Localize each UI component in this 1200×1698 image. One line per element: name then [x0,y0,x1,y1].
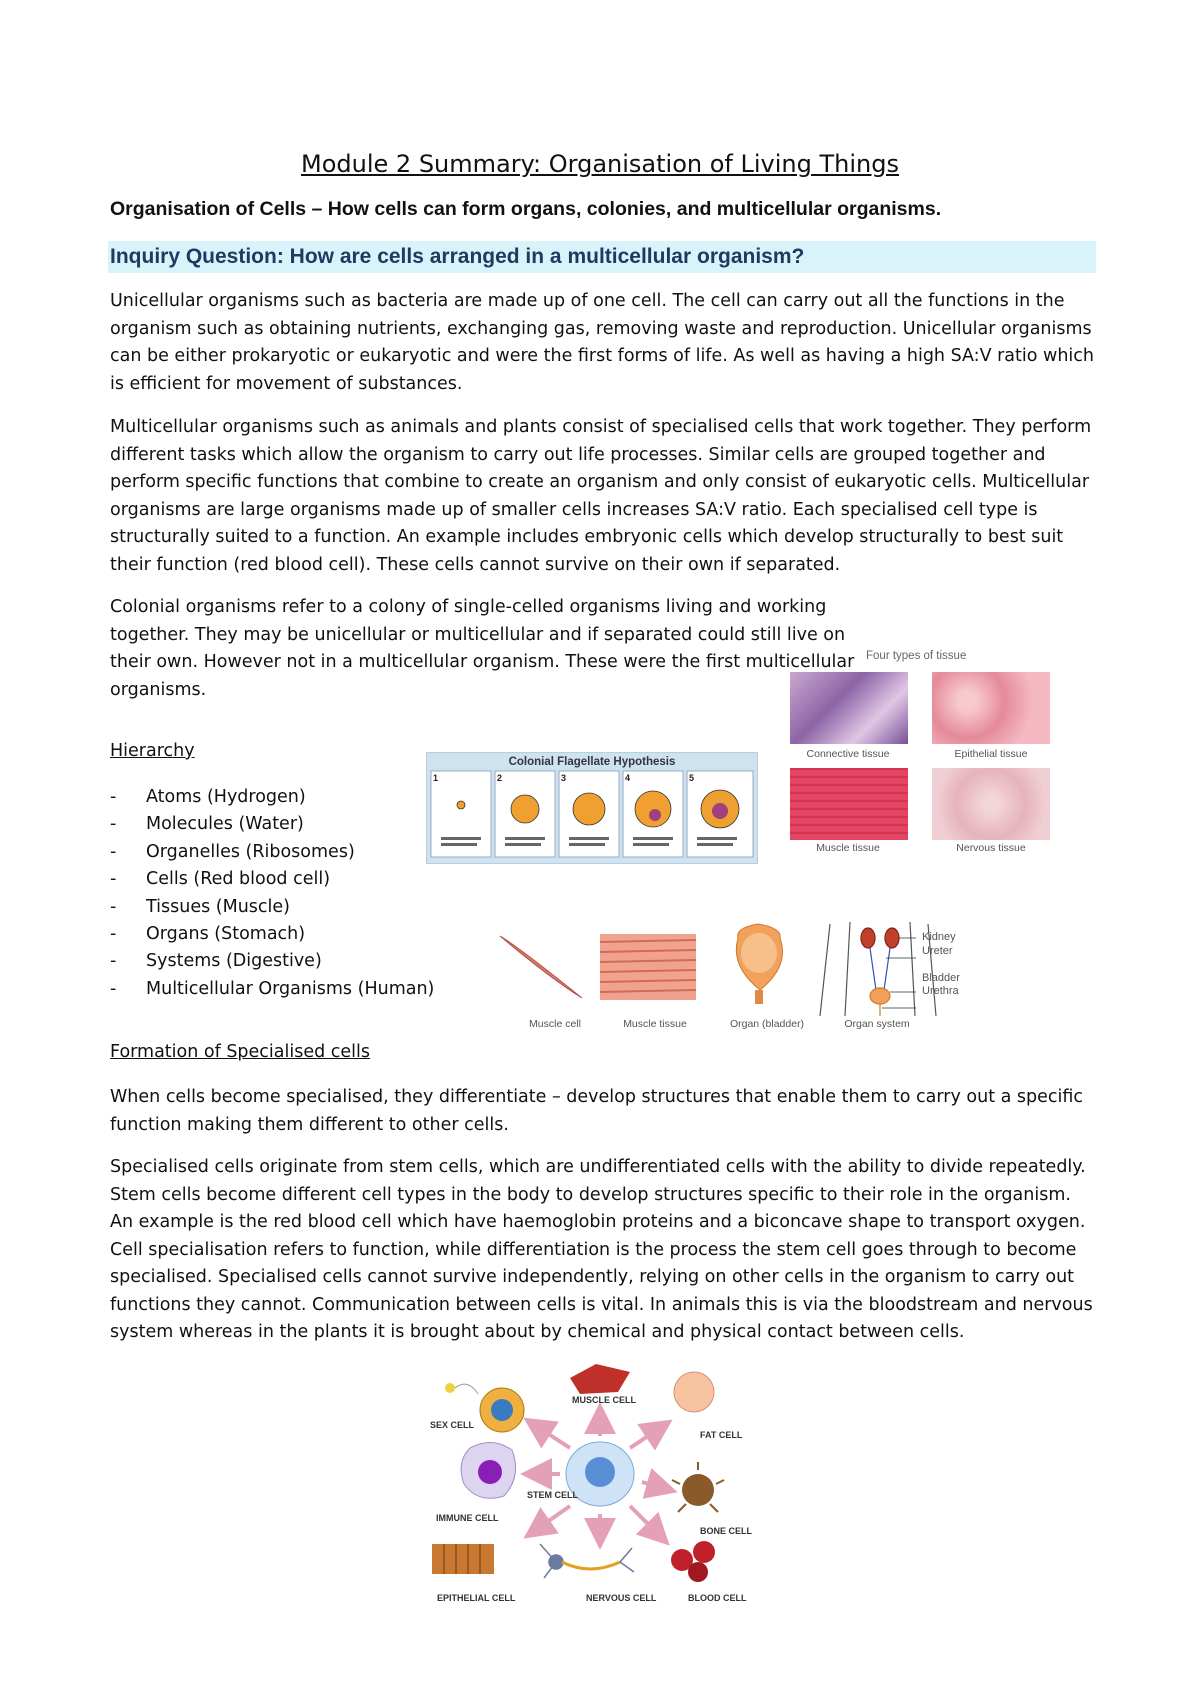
bone-cell-shape [672,1462,724,1512]
cell-type-label: FAT CELL [700,1430,743,1440]
levels-of-organisation-svg [490,918,980,1018]
paragraph-multicellular: Multicellular organisms such as animals and plants consist of specialised cells that work together. They perform different tasks which allow the organism to carry out life processes. Similar cells are grouped together and perform specific functions that combine to create an organism and only consist of eukaryotic cells. Multicellular organisms are large organisms made up of smaller cells increases SA:V ratio. Each specialised cell type is structurally suited to a function. An example includes embryonic cells which develop structurally to best suit their function (red blood cell). These cells cannot survive on their own if separated. [110,417,1092,575]
organ-label: Urethra [922,985,959,997]
list-item: - Tissues (Muscle) [110,896,290,917]
formation-heading: Formation of Specialised cells [110,1042,371,1062]
cell-type-label: SEX CELL [430,1420,475,1430]
paragraph-differentiate: When cells become specialised, they differentiate – develop structures that enable them to carry out a specific function making them different to other cells. [110,1087,1084,1135]
organ-system-shape [820,922,936,1016]
list-item: - Cells (Red blood cell) [110,869,331,890]
list-item: - Multicellular Organisms (Human) [110,978,435,999]
section-subtitle: Organisation of Cells – How cells can form organs, colonies, and multicellular organisms. [110,198,942,220]
cell-type-label: MUSCLE CELL [572,1395,636,1405]
muscle-tissue-shape [600,934,696,1000]
list-item: - Atoms (Hydrogen) [110,787,306,807]
list-item: - Molecules (Water) [110,814,304,835]
fat-cell-shape [674,1372,714,1412]
list-item: - Organs (Stomach) [110,923,306,944]
cell-type-label: EPITHELIAL CELL [437,1593,516,1603]
inquiry-question: Inquiry Question: How are cells arranged in a multicellular organism? [108,241,1096,273]
cell-type-label: NERVOUS CELL [586,1593,657,1603]
tissue-figure-title: Four types of tissue [866,650,967,662]
tissue-label: Muscle tissue [816,842,880,854]
immune-cell-shape [461,1442,515,1498]
muscle-cell-shape [500,936,582,998]
panel-number: 2 [497,773,503,783]
muscle-cell-shape [570,1364,630,1394]
level-label: Muscle tissue [623,1018,687,1030]
cell-type-label: BONE CELL [700,1526,753,1536]
hierarchy-heading: Hierarchy [110,741,195,761]
figure-title: Colonial Flagellate Hypothesis [508,756,676,768]
level-label: Muscle cell [529,1018,581,1030]
level-label: Organ system [844,1018,910,1030]
paragraph-colonial: Colonial organisms refer to a colony of single-celled organisms living and working together. They may be unicellular or multicellular and if separated could still live on their own. However not in a multicellular organism. These were the first multicellular organisms. [110,597,855,700]
bladder-shape [736,924,782,1004]
blood-cell-shape [671,1541,715,1582]
organ-label: Ureter [922,945,953,957]
tissue-label: Nervous tissue [956,842,1026,854]
colonial-panels-svg [427,753,757,863]
stem-cell-label: STEM CELL [527,1490,578,1500]
paragraph-unicellular: Unicellular organisms such as bacteria are made up of one cell. The cell can carry out all the functions in the organism such as obtaining nutrients, exchanging gas, removing waste and reproduction. Unicellular organisms can be either prokaryotic or eukaryotic and were the first forms of life. As well as having a high SA:V ratio which is efficient for movement of substances. [110,291,1094,394]
cell-type-label: IMMUNE CELL [436,1513,499,1523]
hierarchy-list [110,784,434,1003]
nervous-cell-shape [540,1544,634,1578]
epithelial-cell-shape [432,1544,494,1574]
tissue-label: Connective tissue [806,748,890,760]
list-item: - Systems (Digestive) [110,951,322,972]
muscle-tissue-image [790,768,908,840]
organ-label: Bladder [922,972,960,984]
panel-number: 5 [689,773,695,783]
paragraph-stem-cells: Specialised cells originate from stem cells, which are undifferentiated cells with the ability to divide repeatedly. Stem cells become different cell types in the body to develop structures specific to their role in the organism. An example is the red blood cell which have haemoglobin proteins and a biconcave shape to transport oxygen. Cell specialisation refers to function, while differentiation is the process the stem cell goes through to become specialised. Specialised cells cannot survive independently, relying on other cells in the organism to carry out functions they cannot. Communication between cells is vital. In animals this is via the bloodstream and nervous system whereas in the plants it is brought about by chemical and physical contact between cells. [110,1157,1093,1342]
nervous-tissue-image [932,768,1050,840]
panel-number: 3 [561,773,567,783]
level-label: Organ (bladder) [729,1018,805,1030]
panel-number: 1 [433,773,439,783]
cell-type-label: BLOOD CELL [688,1593,747,1603]
list-item: - Organelles (Ribosomes) [110,841,355,862]
epithelial-tissue-image [932,672,1050,744]
panel-number: 4 [625,773,631,783]
tissue-label: Epithelial tissue [954,748,1028,760]
connective-tissue-image [790,672,908,744]
organ-label: Kidney [922,931,956,943]
page-title: Module 2 Summary: Organisation of Living Things [301,150,899,178]
colonial-flagellate-figure [426,752,758,864]
